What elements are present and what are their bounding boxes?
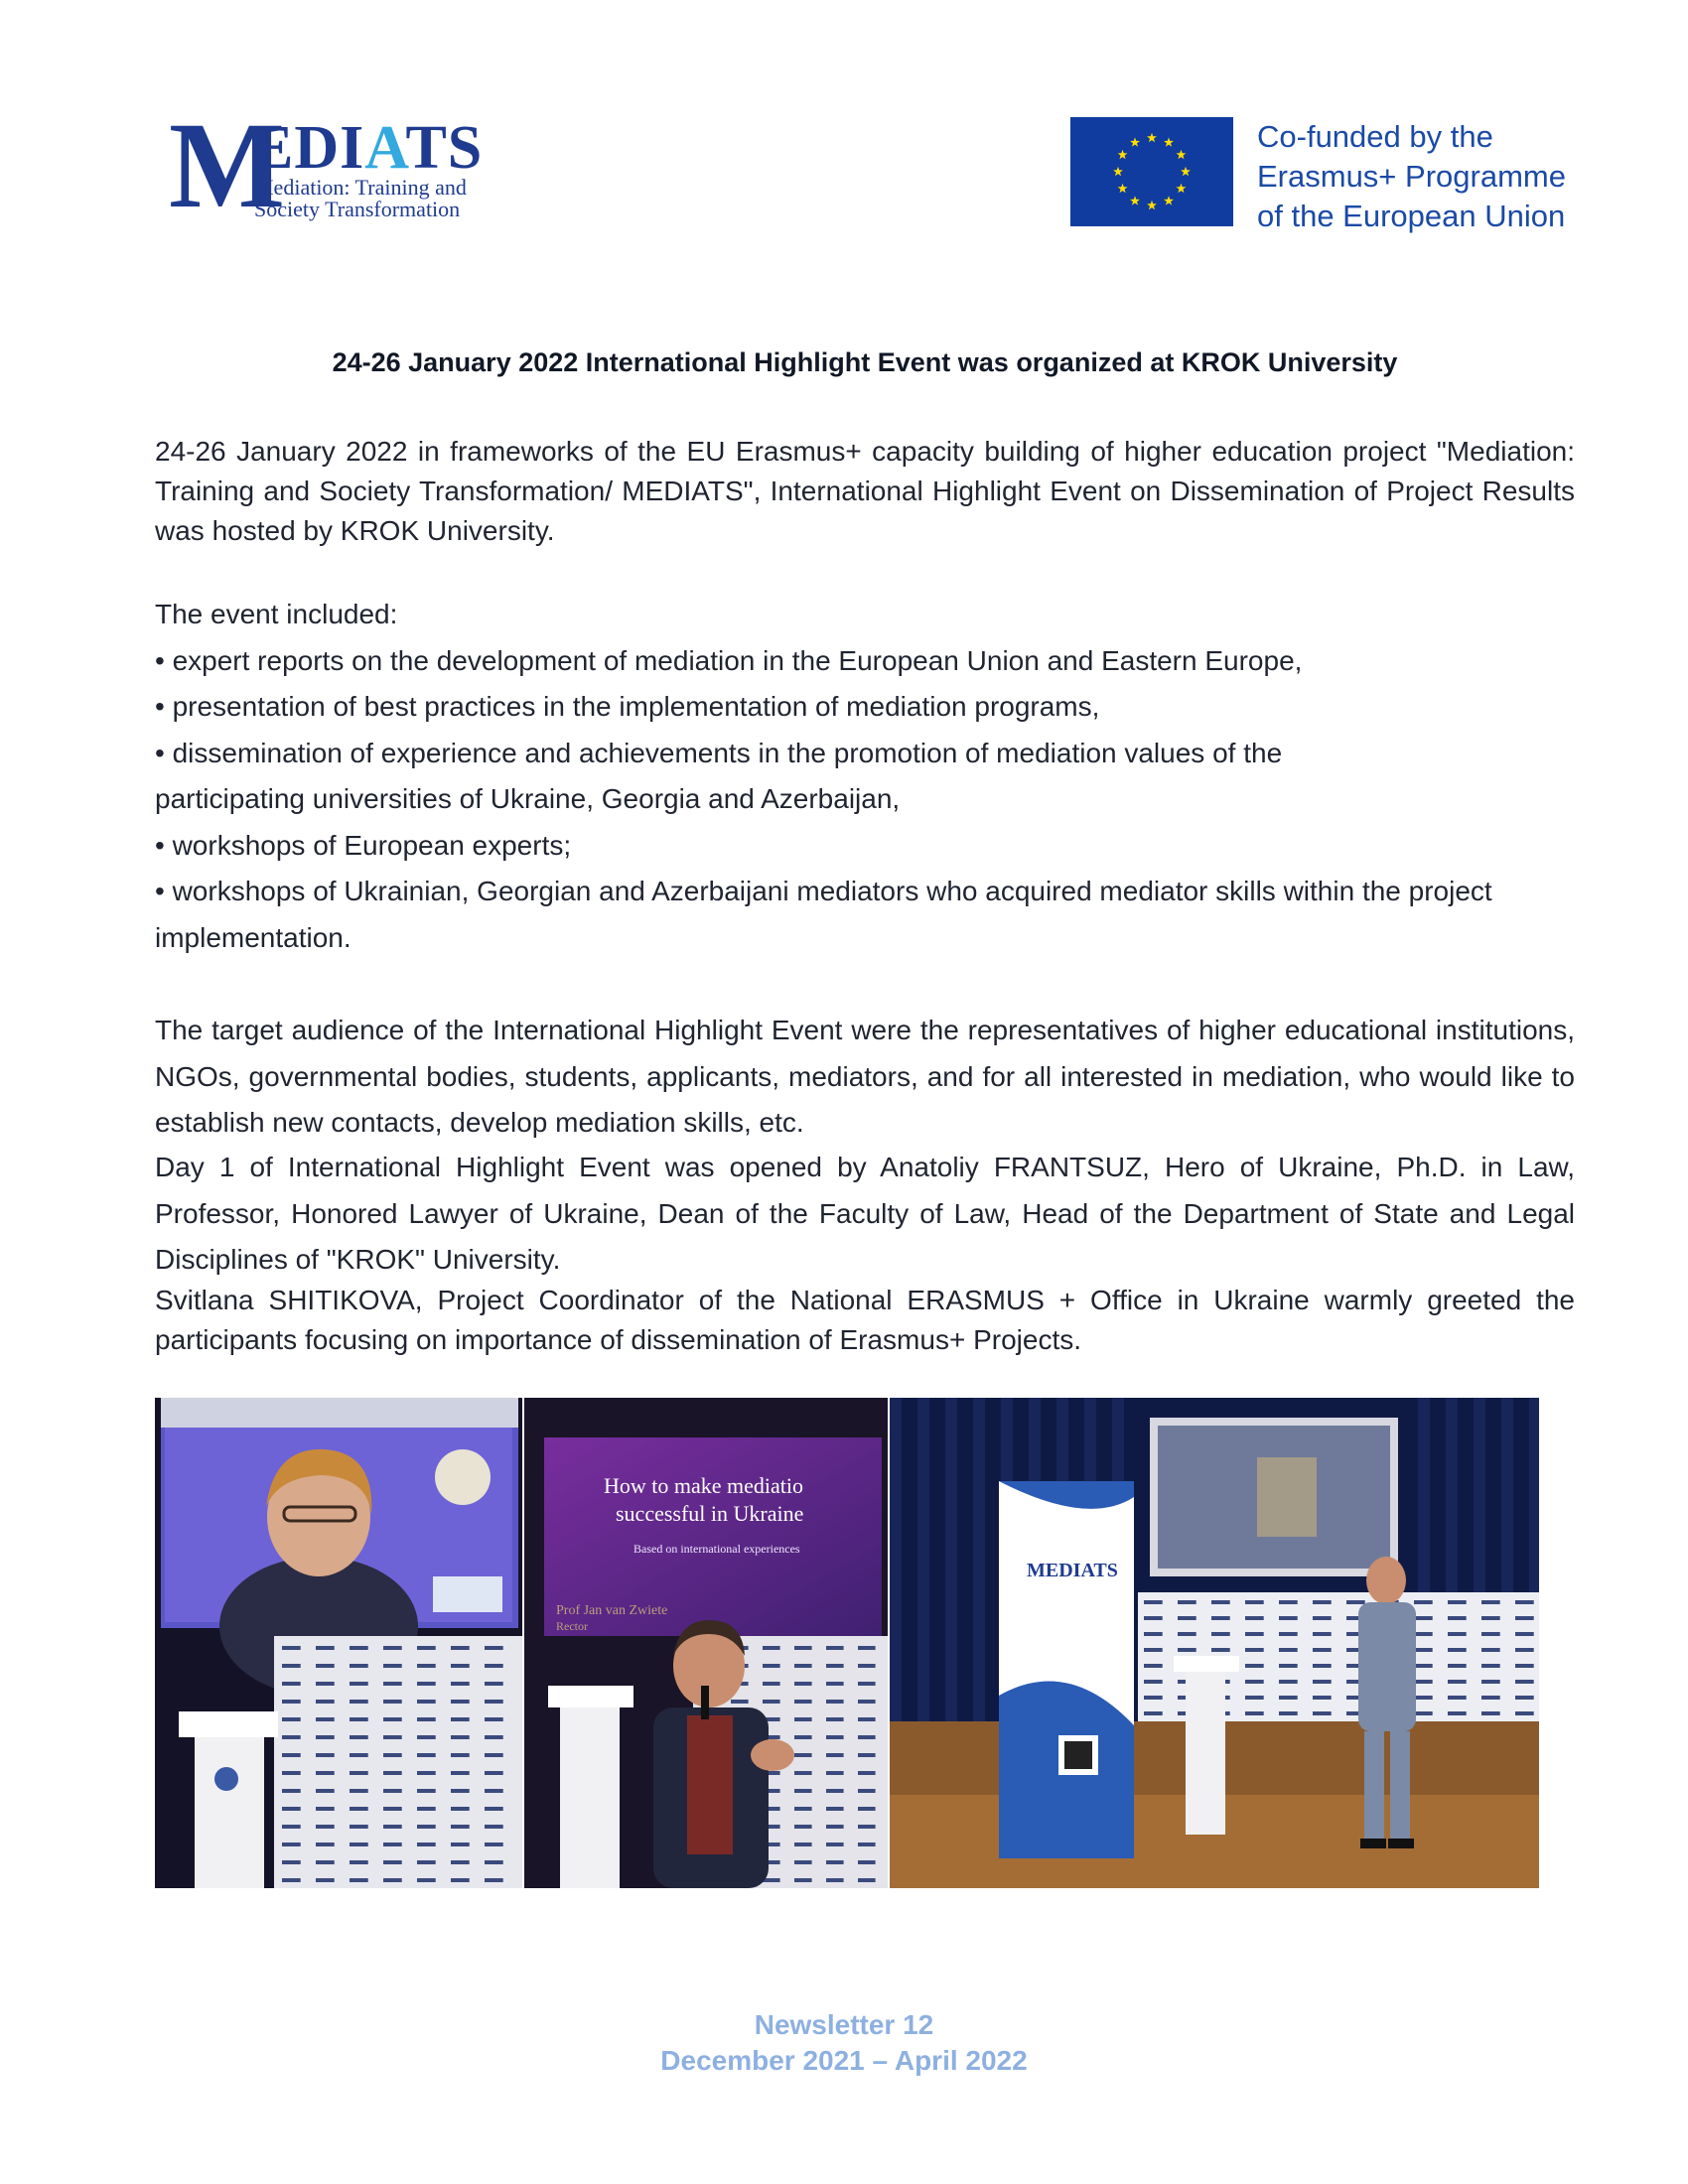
event-photo-presenter: [524, 1398, 888, 1888]
backdrop-logo-mark: [383, 1700, 402, 1704]
backdrop-logo-mark: [1414, 1648, 1433, 1652]
backdrop-logo-mark: [1481, 1616, 1500, 1620]
backdrop-logo-mark: [485, 1753, 503, 1757]
backdrop-logo-mark: [1144, 1632, 1163, 1636]
backdrop-logo-mark: [282, 1789, 301, 1793]
backdrop-logo-mark: [826, 1860, 844, 1864]
backdrop-logo-mark: [858, 1682, 876, 1686]
backdrop-logo-mark: [417, 1646, 436, 1650]
backdrop-logo-mark: [794, 1700, 812, 1704]
eu-star-icon: [1177, 184, 1187, 193]
backdrop-logo-mark: [451, 1825, 470, 1829]
backdrop-logo-mark: [485, 1735, 503, 1739]
backdrop-logo-mark: [763, 1664, 780, 1668]
backdrop-logo-mark: [383, 1860, 402, 1864]
backdrop-logo-mark: [282, 1860, 301, 1864]
backdrop-logo-mark: [316, 1807, 335, 1811]
backdrop-logo-mark: [1448, 1632, 1467, 1636]
backdrop-logo-mark: [417, 1700, 436, 1704]
backdrop-logo-mark: [417, 1664, 436, 1668]
backdrop-logo-mark: [731, 1700, 749, 1704]
backdrop-logo-mark: [1144, 1696, 1163, 1700]
slide-subtitle: Based on international experiences: [633, 1542, 800, 1556]
backdrop-logo-mark: [1515, 1696, 1534, 1700]
backdrop-logo-mark: [1211, 1648, 1230, 1652]
article-greeting: Svitlana SHITIKOVA, Project Coordinator of the National ERASMUS + Office in Ukraine warmly greeted the participants focusing on importance of dissemination of Erasmus+ Projects.: [155, 1285, 1575, 1355]
mediats-logo-word-accent: A: [364, 114, 406, 182]
backdrop-logo-mark: [350, 1771, 368, 1775]
backdrop-logo-mark: [417, 1682, 436, 1686]
eu-star-icon: [1147, 201, 1157, 209]
backdrop-logo-mark: [316, 1700, 335, 1704]
backdrop-logo-mark: [350, 1753, 368, 1757]
eu-star-icon: [1147, 133, 1157, 142]
event-included-list: [155, 592, 1575, 961]
backdrop-logo-mark: [1245, 1616, 1264, 1620]
backdrop-logo-mark: [1448, 1664, 1467, 1668]
backdrop-logo-mark: [858, 1646, 876, 1650]
backdrop-logo-mark: [1414, 1600, 1433, 1604]
backdrop-logo-mark: [350, 1717, 368, 1721]
backdrop-logo-mark: [485, 1646, 503, 1650]
backdrop-logo-mark: [282, 1807, 301, 1811]
eu-text-line2: Erasmus+ Programme: [1257, 159, 1566, 194]
backdrop-logo-mark: [417, 1789, 436, 1793]
backdrop-logo-mark: [282, 1664, 301, 1668]
backdrop-logo-mark: [383, 1682, 402, 1686]
backdrop-logo-mark: [1481, 1680, 1500, 1684]
backdrop-logo-mark: [1448, 1680, 1467, 1684]
backdrop-logo-mark: [350, 1860, 368, 1864]
backdrop-logo-mark: [383, 1789, 402, 1793]
backdrop-logo-mark: [794, 1753, 812, 1757]
backdrop-logo-mark: [858, 1789, 876, 1793]
list-item: • workshops of European experts;: [155, 829, 572, 861]
backdrop-logo-mark: [794, 1664, 812, 1668]
backdrop-logo-mark: [1481, 1600, 1500, 1604]
backdrop-logo-mark: [451, 1735, 470, 1739]
backdrop-logo-mark: [858, 1771, 876, 1775]
article-target-audience: The target audience of the International Highlight Event were the representatives of higher educational institutions, NGOs, governmental bodies, students, applicants, mediators, and for all interested in mediation, who would like to establish new contacts, develop mediation skills, etc.: [155, 1015, 1575, 1138]
backdrop-logo-mark: [316, 1753, 335, 1757]
backdrop-logo-mark: [451, 1771, 470, 1775]
backdrop-logo-mark: [451, 1843, 470, 1846]
backdrop-logo-mark: [451, 1717, 470, 1721]
backdrop-logo-mark: [858, 1717, 876, 1721]
banner-logo: MEDIATS: [1027, 1560, 1118, 1581]
backdrop-logo-mark: [316, 1664, 335, 1668]
backdrop-logo-mark: [485, 1717, 503, 1721]
backdrop-logo-mark: [1178, 1616, 1196, 1620]
eu-flag-icon: [1070, 117, 1233, 226]
backdrop-logo-mark: [485, 1860, 503, 1864]
backdrop-logo-mark: [1211, 1616, 1230, 1620]
backdrop-logo-mark: [282, 1735, 301, 1739]
backdrop-logo-mark: [1313, 1648, 1332, 1652]
backdrop-logo-mark: [858, 1860, 876, 1864]
backdrop-logo-mark: [1245, 1648, 1264, 1652]
backdrop-logo-mark: [1279, 1632, 1298, 1636]
backdrop-logo-mark: [383, 1843, 402, 1846]
slide-title-line1: How to make mediatio: [604, 1473, 804, 1498]
backdrop-logo-mark: [1279, 1680, 1298, 1684]
curtain-fold: [890, 1398, 902, 1725]
backdrop-logo-mark: [485, 1878, 503, 1882]
backdrop-logo-mark: [485, 1700, 503, 1704]
backdrop-logo-mark: [383, 1771, 402, 1775]
backdrop-logo-mark: [1313, 1696, 1332, 1700]
backdrop-logo-mark: [350, 1735, 368, 1739]
backdrop-logo-mark: [383, 1825, 402, 1829]
backdrop-logo-mark: [316, 1682, 335, 1686]
backdrop-logo-mark: [826, 1664, 844, 1668]
backdrop-logo-mark: [451, 1682, 470, 1686]
backdrop-logo-mark: [316, 1646, 335, 1650]
backdrop-logo-mark: [485, 1807, 503, 1811]
backdrop-logo-mark: [451, 1860, 470, 1864]
mediats-logo: [169, 97, 586, 233]
backdrop-logo-mark: [826, 1825, 844, 1829]
backdrop-logo-mark: [858, 1664, 876, 1668]
backdrop-logo-mark: [1279, 1648, 1298, 1652]
backdrop-logo-mark: [383, 1717, 402, 1721]
eu-star-icon: [1130, 137, 1140, 146]
backdrop-logo-mark: [1515, 1680, 1534, 1684]
backdrop-logo-mark: [858, 1825, 876, 1829]
backdrop-logo-mark: [282, 1646, 301, 1650]
mediats-logo-word-part2: TS: [405, 114, 484, 182]
backdrop-logo-mark: [1448, 1648, 1467, 1652]
backdrop-logo-mark: [794, 1646, 812, 1650]
backdrop-logo-mark: [383, 1753, 402, 1757]
backdrop-logo-mark: [1245, 1632, 1264, 1636]
backdrop-logo-mark: [282, 1825, 301, 1829]
backdrop-logo-mark: [826, 1646, 844, 1650]
backdrop-logo-mark: [383, 1878, 402, 1882]
backdrop-logo-mark: [1144, 1600, 1163, 1604]
eu-star-icon: [1164, 196, 1174, 205]
backdrop-logo-mark: [1481, 1696, 1500, 1700]
backdrop-logo-mark: [485, 1825, 503, 1829]
eu-cofunded-logo: [1070, 117, 1607, 233]
backdrop-logo-mark: [1481, 1711, 1500, 1715]
backdrop-logo-mark: [1481, 1648, 1500, 1652]
list-item: • presentation of best practices in the implementation of mediation programs,: [155, 691, 1100, 722]
backdrop-logo-mark: [350, 1700, 368, 1704]
backdrop-logo-mark: [282, 1753, 301, 1757]
backdrop-logo-mark: [350, 1878, 368, 1882]
backdrop-logo-mark: [1178, 1648, 1196, 1652]
backdrop-logo-mark: [316, 1771, 335, 1775]
backdrop-logo-mark: [858, 1735, 876, 1739]
backdrop-logo-mark: [1515, 1632, 1534, 1636]
backdrop-logo-mark: [451, 1807, 470, 1811]
backdrop-logo-mark: [1279, 1696, 1298, 1700]
backdrop-logo-mark: [1279, 1616, 1298, 1620]
backdrop-logo-mark: [451, 1700, 470, 1704]
backdrop-logo-mark: [282, 1700, 301, 1704]
backdrop-logo-mark: [316, 1717, 335, 1721]
backdrop-logo-mark: [383, 1735, 402, 1739]
backdrop-logo-mark: [451, 1664, 470, 1668]
backdrop-logo-mark: [1481, 1632, 1500, 1636]
mediats-logo-letter: M: [169, 97, 282, 233]
backdrop-logo-mark: [451, 1646, 470, 1650]
backdrop-logo-mark: [1245, 1600, 1264, 1604]
backdrop-logo-mark: [316, 1789, 335, 1793]
article-intro: 24-26 January 2022 in frameworks of the EU Erasmus+ capacity building of higher education project "Mediation: Training and Society Transformation/ MEDIATS", International Highlight Event on Dissemination of Project Results was hosted by KROK University.: [155, 436, 1575, 546]
backdrop-logo-mark: [1245, 1664, 1264, 1668]
backdrop-logo-mark: [858, 1807, 876, 1811]
backdrop-logo-mark: [282, 1878, 301, 1882]
backdrop-logo-mark: [794, 1807, 812, 1811]
backdrop-logo-mark: [1144, 1664, 1163, 1668]
backdrop-logo-mark: [1448, 1616, 1467, 1620]
backdrop-logo-mark: [1515, 1648, 1534, 1652]
backdrop-logo-mark: [858, 1700, 876, 1704]
backdrop-logo-mark: [763, 1646, 780, 1650]
backdrop-logo-mark: [1313, 1632, 1332, 1636]
backdrop-logo-mark: [350, 1664, 368, 1668]
backdrop-logo-mark: [1515, 1664, 1534, 1668]
backdrop-logo-mark: [1515, 1600, 1534, 1604]
backdrop-logo-mark: [1211, 1632, 1230, 1636]
backdrop-logo-mark: [1245, 1696, 1264, 1700]
backdrop-logo-mark: [485, 1789, 503, 1793]
backdrop-logo-mark: [350, 1646, 368, 1650]
mediats-logo-subtitle: [254, 177, 467, 220]
eu-star-icon: [1181, 167, 1191, 176]
backdrop-logo-mark: [794, 1825, 812, 1829]
backdrop-logo-mark: [1481, 1664, 1500, 1668]
backdrop-logo-mark: [1279, 1664, 1298, 1668]
backdrop-logo-mark: [282, 1682, 301, 1686]
backdrop-logo-mark: [451, 1789, 470, 1793]
backdrop-logo-mark: [350, 1807, 368, 1811]
backdrop-logo-mark: [1414, 1711, 1433, 1715]
backdrop-logo-mark: [417, 1771, 436, 1775]
eu-flag-stars: [1070, 117, 1233, 226]
backdrop-logo-mark: [794, 1860, 812, 1864]
backdrop-logo-mark: [1313, 1616, 1332, 1620]
backdrop-logo-mark: [282, 1843, 301, 1846]
backdrop-logo-mark: [383, 1646, 402, 1650]
backdrop-logo-mark: [826, 1735, 844, 1739]
backdrop-logo-mark: [282, 1717, 301, 1721]
backdrop-logo-mark: [451, 1753, 470, 1757]
backdrop-logo-mark: [417, 1717, 436, 1721]
curtain-fold: [945, 1398, 957, 1725]
backdrop-logo-mark: [383, 1807, 402, 1811]
backdrop-logo-mark: [1414, 1616, 1433, 1620]
backdrop-logo-mark: [1178, 1600, 1196, 1604]
backdrop-logo-mark: [826, 1843, 844, 1846]
eu-text-line1: Co-funded by the: [1257, 119, 1493, 154]
backdrop-logo-mark: [1414, 1664, 1433, 1668]
backdrop-logo-mark: [485, 1664, 503, 1668]
backdrop-logo-mark: [1245, 1711, 1264, 1715]
eu-text-line3: of the European Union: [1257, 199, 1566, 233]
backdrop-logo-mark: [794, 1682, 812, 1686]
list-heading: The event included:: [155, 599, 398, 629]
backdrop-logo-mark: [350, 1789, 368, 1793]
list-item: • expert reports on the development of mediation in the European Union and Eastern Europe,: [155, 644, 1303, 676]
backdrop-logo-mark: [794, 1878, 812, 1882]
newsletter-number: Newsletter 12: [754, 2009, 934, 2040]
backdrop-logo-mark: [282, 1771, 301, 1775]
backdrop-logo-mark: [826, 1700, 844, 1704]
backdrop-logo-mark: [417, 1860, 436, 1864]
backdrop-logo-mark: [383, 1664, 402, 1668]
backdrop-logo-mark: [316, 1735, 335, 1739]
slide-author-role: Rector: [556, 1619, 588, 1633]
backdrop-logo-mark: [826, 1789, 844, 1793]
backdrop-logo-mark: [485, 1843, 503, 1846]
backdrop-logo-mark: [1144, 1616, 1163, 1620]
backdrop-logo-mark: [794, 1789, 812, 1793]
backdrop-logo-mark: [1144, 1680, 1163, 1684]
backdrop-logo-mark: [485, 1771, 503, 1775]
eu-star-icon: [1164, 137, 1174, 146]
eu-star-icon: [1130, 196, 1140, 205]
event-photo-collage: [155, 1398, 1539, 1888]
backdrop-logo-mark: [1414, 1696, 1433, 1700]
backdrop-logo-mark: [826, 1682, 844, 1686]
backdrop-logo-mark: [451, 1878, 470, 1882]
backdrop-logo-mark: [350, 1682, 368, 1686]
mediats-logo-word: [252, 114, 484, 182]
backdrop-logo-mark: [1346, 1600, 1365, 1604]
backdrop-logo-mark: [1279, 1600, 1298, 1604]
event-photo-stage: [890, 1398, 1539, 1888]
backdrop-logo-mark: [858, 1843, 876, 1846]
curtain-fold: [973, 1398, 985, 1725]
list-item: • dissemination of experience and achievements in the promotion of mediation values of the participating universities of Ukraine, Georgia and Azerbaijan,: [155, 737, 1283, 814]
backdrop-logo-mark: [826, 1753, 844, 1757]
eu-cofunded-text: [1257, 117, 1566, 236]
backdrop-logo-mark: [826, 1878, 844, 1882]
event-photo-online-speaker: [155, 1398, 522, 1888]
article-title: 24-26 January 2022 International Highlight Event was organized at KROK University: [332, 347, 1398, 377]
backdrop-logo-mark: [1515, 1616, 1534, 1620]
backdrop-logo-mark: [1211, 1600, 1230, 1604]
backdrop-logo-mark: [316, 1843, 335, 1846]
backdrop-logo-mark: [316, 1825, 335, 1829]
backdrop-logo-mark: [1178, 1632, 1196, 1636]
newsletter-period: December 2021 – April 2022: [660, 2045, 1028, 2076]
backdrop-logo-mark: [826, 1807, 844, 1811]
backdrop-logo-mark: [1448, 1600, 1467, 1604]
slide-author: Prof Jan van Zwiete: [556, 1603, 668, 1618]
mediats-logo-subtitle-line1: Mediation: Training and: [254, 175, 467, 200]
backdrop-logo-mark: [417, 1735, 436, 1739]
slide-title-line2: successful in Ukraine: [616, 1501, 804, 1526]
backdrop-logo-mark: [350, 1825, 368, 1829]
backdrop-logo-mark: [794, 1843, 812, 1846]
backdrop-logo-mark: [858, 1753, 876, 1757]
backdrop-logo-mark: [826, 1717, 844, 1721]
backdrop-logo-mark: [763, 1682, 780, 1686]
mediats-logo-subtitle-line2: Society Transformation: [254, 197, 461, 221]
eu-star-icon: [1118, 184, 1128, 193]
backdrop-logo-mark: [1414, 1680, 1433, 1684]
backdrop-logo-mark: [858, 1878, 876, 1882]
backdrop-logo-mark: [1313, 1600, 1332, 1604]
list-item: • workshops of Ukrainian, Georgian and Azerbaijani mediators who acquired mediator skills within the project implementation.: [155, 876, 1492, 953]
backdrop-logo-mark: [763, 1700, 780, 1704]
backdrop-logo-mark: [485, 1682, 503, 1686]
backdrop-logo-mark: [1448, 1696, 1467, 1700]
backdrop-logo-mark: [794, 1735, 812, 1739]
backdrop-logo-mark: [316, 1878, 335, 1882]
article-day1-opening: Day 1 of International Highlight Event was opened by Anatoliy FRANTSUZ, Hero of Ukraine, Ph.D. in Law, Professor, Honored Lawyer of Ukraine, Dean of the Faculty of Law, Head of the Department of State and Legal Disciplines of "KROK" University.: [155, 1152, 1575, 1275]
curtain-fold: [917, 1398, 929, 1725]
backdrop-logo-mark: [1245, 1680, 1264, 1684]
backdrop-logo-mark: [794, 1717, 812, 1721]
eu-star-icon: [1118, 150, 1128, 159]
backdrop-logo-mark: [1144, 1711, 1163, 1715]
backdrop-logo-mark: [1515, 1711, 1534, 1715]
backdrop-logo-mark: [350, 1843, 368, 1846]
backdrop-logo-mark: [316, 1860, 335, 1864]
backdrop-logo-mark: [1144, 1648, 1163, 1652]
backdrop-logo-mark: [417, 1825, 436, 1829]
eu-star-icon: [1113, 167, 1123, 176]
backdrop-logo-mark: [417, 1878, 436, 1882]
backdrop-logo-mark: [1313, 1680, 1332, 1684]
backdrop-logo-mark: [794, 1771, 812, 1775]
backdrop-logo-mark: [1313, 1711, 1332, 1715]
backdrop-logo-mark: [417, 1807, 436, 1811]
backdrop-logo-mark: [1448, 1711, 1467, 1715]
mediats-logo-word-part1: EDI: [252, 114, 365, 182]
backdrop-logo-mark: [417, 1753, 436, 1757]
backdrop-logo-mark: [417, 1843, 436, 1846]
backdrop-logo-mark: [826, 1771, 844, 1775]
backdrop-logo-mark: [1279, 1711, 1298, 1715]
eu-star-icon: [1177, 150, 1187, 159]
backdrop-logo-mark: [1313, 1664, 1332, 1668]
backdrop-logo-mark: [1414, 1632, 1433, 1636]
